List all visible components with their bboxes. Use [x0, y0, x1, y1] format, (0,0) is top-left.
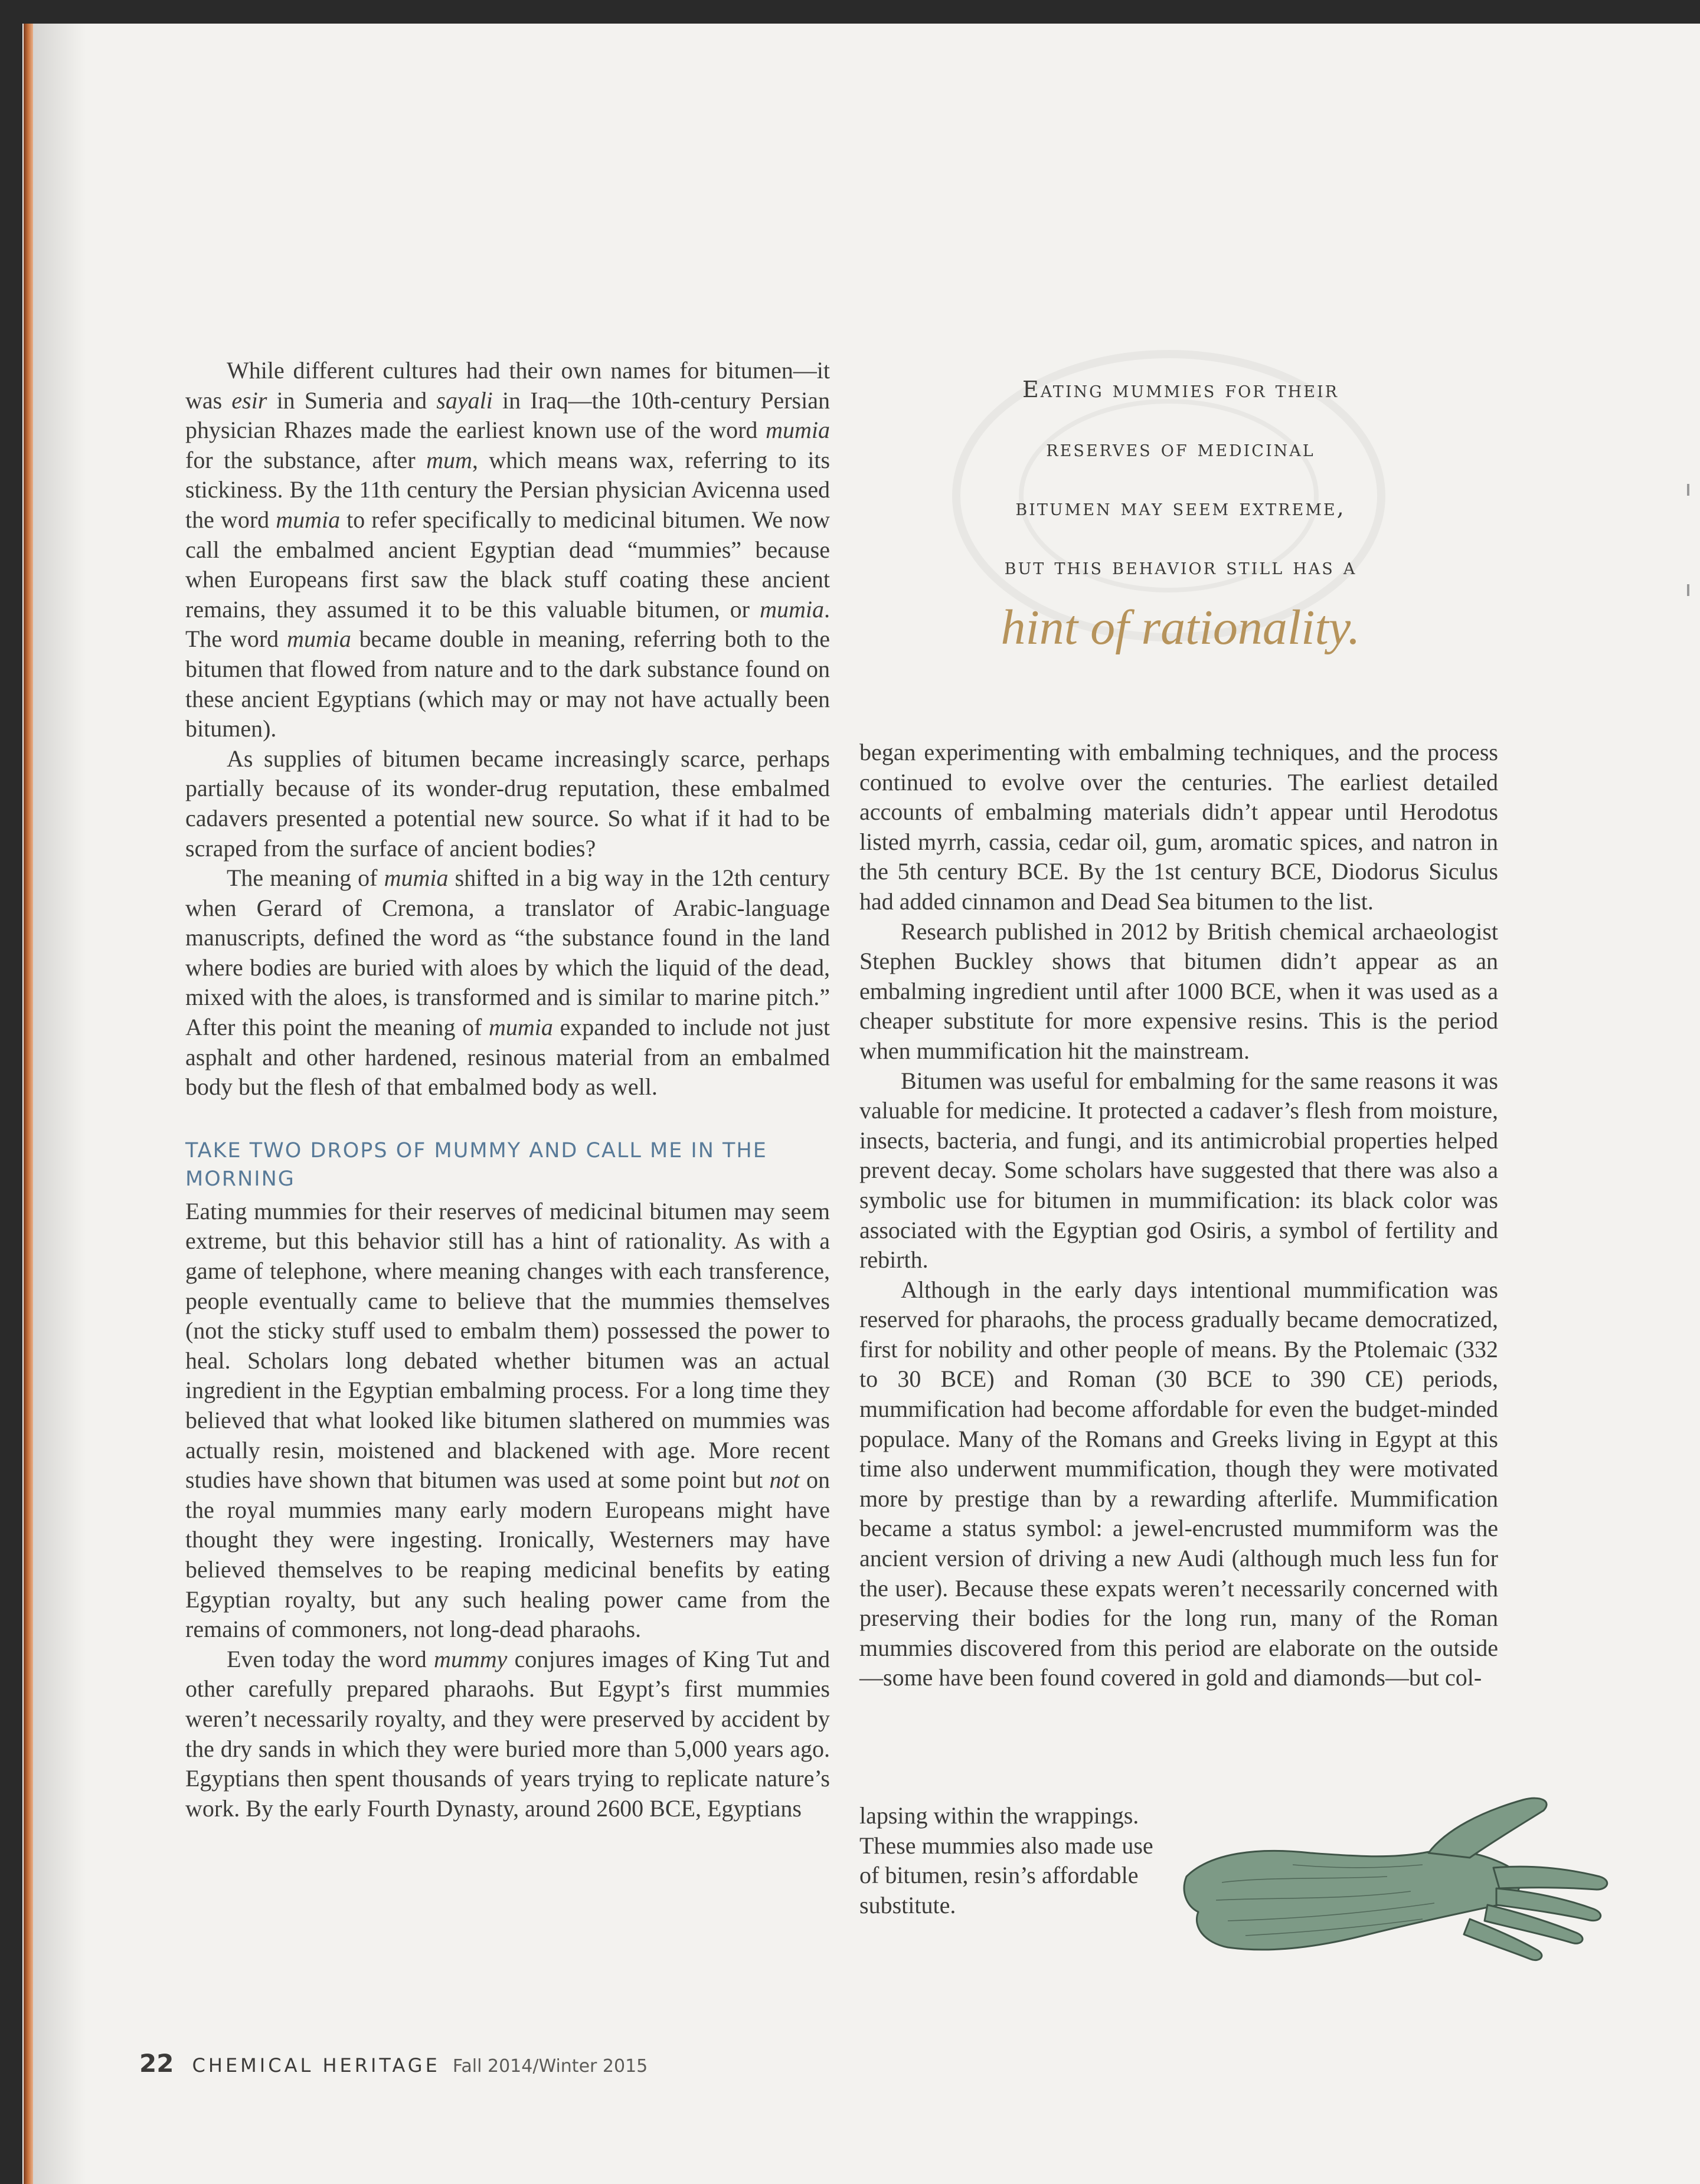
italic-term: esir [231, 387, 267, 414]
paragraph: Research published in 2012 by British chemical archaeologist Stephen Buckley shows that bitumen didn’t appear as an embalming ingredient until after 1000 BCE, when it was used as a cheaper substitute for more expensive resins. This is the period when mummification hit the mainstream. [859, 918, 1498, 1064]
right-column-wrap-text [859, 1801, 1166, 1920]
text-run: . The word [185, 595, 830, 653]
italic-term: mummy [433, 1645, 508, 1672]
paragraph: began experimenting with embalming techniques, and the process continued to evolve over the centuries. The earliest detailed accounts of embalming materials didn’t appear until Herodotus listed myrrh, cassia, cedar oil, gum, aromatic spices, and natron in the 5th century BCE. By the 1st century BCE, Diodorus Siculus had added cinnamon and Dead Sea bitumen to the list. [859, 739, 1498, 915]
text-run: conjures images of King Tut and other carefully prepared pharaohs. But Egypt’s first mummies weren’t necessarily royalty, and they were preserved by accident by the dry sands in which they were buried more than 5,000 years ago. Egyptians then spent thousands of years trying to replicate nature’s work. By the early Fourth Dynasty, around 2600 BCE, Egyptians [185, 1645, 830, 1822]
pull-quote-line: bitumen may seem extreme, [1015, 495, 1346, 520]
paragraph [185, 356, 830, 744]
page-edge-mark [1687, 584, 1689, 596]
page-edge-mark [1687, 484, 1689, 496]
text-run: While different cultures had their own names for bitumen—it was [185, 357, 830, 414]
text-run: for the substance, after [185, 446, 427, 473]
page-number: 22 [139, 2049, 174, 2078]
text-run: , which means wax, referring to its stickiness. By the 11th century the Persian physician Avicenna used the word [185, 446, 831, 533]
text-run: in Iraq—the 10th-century Persian physician Rhazes made the earliest known use of the word [185, 387, 830, 444]
right-column [859, 738, 1498, 1693]
pull-quote-line: but this behavior still has a [1004, 554, 1357, 579]
text-run: The meaning of [227, 865, 384, 892]
page-footer [139, 2049, 648, 2078]
italic-term: mum [426, 446, 472, 473]
pull-quote [868, 360, 1493, 657]
italic-term: mumia [276, 506, 341, 533]
italic-term: mumia [766, 417, 830, 444]
paragraph: Bitumen was useful for embalming for the same reasons it was valuable for medicine. It protected a cadaver’s flesh from moisture, insects, bacteria, and fungi, and its antimicrobial properties helped prevent decay. Some scholars have suggested that there was also a symbolic use for bitumen in mummification: its black color was associated with the Egyptian god Osiris, a symbol of fertility and rebirth. [859, 1067, 1498, 1273]
italic-term: mumia [286, 626, 351, 653]
pull-quote-emphasis: hint of rationality. [1001, 600, 1361, 655]
text-run: to refer specifically to medicinal bitumen. We now call the embalmed ancient Egyptian dead “mummies” because when Europeans first saw the black stuff coating these ancient remains, they assumed it to be this valuable bitumen, or [185, 506, 830, 623]
pull-quote-line: Eating mummies for their [1022, 376, 1339, 402]
section-subhead: TAKE TWO DROPS OF MUMMY AND CALL ME IN THE MORNING [185, 1138, 767, 1191]
paragraph [185, 1197, 830, 1645]
paragraph [185, 1645, 830, 1824]
italic-term: mumia [489, 1014, 553, 1041]
pull-quote-line: reserves of medicinal [1046, 436, 1315, 461]
left-column [185, 356, 830, 1823]
text-run: on the royal mummies many early modern Europeans might have thought they were ingesting. Ironically, Westerners may have believed themselves to be reaping medicinal benefits by eating Egyptian royalty, but any such healing power came from the remains of commoners, not long-dead pharaohs. [185, 1466, 830, 1643]
magazine-title: CHEMICAL HERITAGE [192, 2054, 440, 2077]
paragraph: As supplies of bitumen became increasingly scarce, perhaps partially because of its wonder-drug reputation, these embalmed cadavers presented a potential new source. So what if it had to be scraped from the surface of ancient bodies? [185, 745, 830, 862]
gutter-shadow [33, 24, 86, 2184]
paragraph: lapsing within the wrappings. These mummies also made use of bitumen, resin’s affordable substitute. [859, 1802, 1153, 1918]
italic-term: mumia [384, 865, 449, 892]
text-run: expanded to include not just asphalt and other hardened, resinous material from an embalmed body but the flesh of that embalmed body as well. [185, 1014, 831, 1101]
text-run: in Sumeria and [267, 387, 437, 414]
text-run: shifted in a big way in the 12th century when Gerard of Cremona, a translator of Arabic-language manuscripts, defined the word as “the substance found in the land where bodies are buried with aloes by which the liquid of the dead, mixed with the aloes, is transformed and is similar to marine pitch.” After this point the meaning of [185, 865, 830, 1041]
paragraph [185, 863, 830, 1102]
text-run: Eating mummies for their reserves of medicinal bitumen may seem extreme, but this behavior still has a hint of rationality. As with a game of telephone, where meaning changes with each transference, people eventually came to believe that the mummies themselves (not the sticky stuff used to embalm them) possessed the power to heal. Scholars long debated whether bitumen was an actual ingredient in the Egyptian embalming process. For a long time they believed that what looked like bitumen slathered on mummies was actually resin, moistened and blackened with age. More recent studies have shown that bitumen was used at some point but [185, 1197, 830, 1494]
italic-term: not [769, 1466, 800, 1494]
mummified-hand-icon [1175, 1788, 1611, 1965]
text-run: Even today the word [227, 1645, 434, 1672]
italic-term: sayali [436, 387, 493, 414]
paragraph: Although in the early days intentional mummification was reserved for pharaohs, the process gradually became democratized, first for nobility and other people of means. By the Ptolemaic (332 to 30 BCE) and Roman (30 BCE to 390 CE) periods, mummification had become affordable for even the budget-minded populace. Many of the Romans and Greeks living in Egypt at this time also underwent mummification, though they were motivated more by prestige than by a rewarding afterlife. Mummification became a status symbol: a jewel-encrusted mummiform was the ancient version of driving a new Audi (although much less fun for the user). Because these expats weren’t necessarily concerned with preserving their bodies for the long run, many of the Roman mummies discovered from this period are elaborate on the outside—some have been found covered in gold and diamonds—but col- [859, 1276, 1498, 1691]
page-spine-edge [24, 24, 33, 2184]
issue-label: Fall 2014/Winter 2015 [452, 2056, 648, 2077]
text-run: became double in meaning, referring both to the bitumen that flowed from nature and to the dark substance found on these ancient Egyptians (which may or may not have actually been bitumen). [185, 626, 830, 742]
italic-term: mumia [760, 595, 824, 623]
